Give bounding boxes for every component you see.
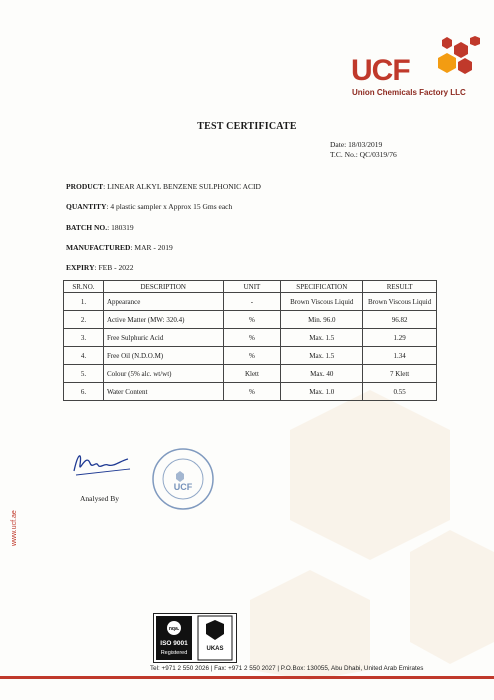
nqa-text: nqa.: [168, 626, 180, 632]
iso-text: ISO 9001: [160, 640, 188, 647]
cell-srno: 4.: [64, 347, 104, 365]
cell-specification: Max. 1.5: [281, 347, 363, 365]
header-description: DESCRIPTION: [103, 281, 223, 293]
cell-result: 0.55: [363, 383, 437, 401]
tc-label: T.C. No.:: [330, 150, 358, 159]
table-row: [64, 293, 437, 311]
cell-unit: %: [223, 383, 281, 401]
table-row: [64, 347, 437, 365]
background-hexagon-pattern: [250, 380, 494, 680]
manufactured-label: MANUFACTURED: [66, 243, 131, 252]
cell-srno: 3.: [64, 329, 104, 347]
tc-line: [330, 150, 397, 159]
date-line: [330, 140, 382, 149]
expiry-value: FEB - 2022: [98, 263, 134, 272]
cell-description: Appearance: [103, 293, 223, 311]
cell-specification: Min. 96.0: [281, 311, 363, 329]
table-row: [64, 311, 437, 329]
cell-unit: -: [223, 293, 281, 311]
date-value: 18/03/2019: [348, 140, 383, 149]
cell-result: 96.82: [363, 311, 437, 329]
cell-specification: Max. 1.0: [281, 383, 363, 401]
cell-unit: %: [223, 329, 281, 347]
cell-srno: 5.: [64, 365, 104, 383]
logo-wordmark: UCF: [351, 54, 410, 87]
cell-result: Brown Viscous Liquid: [363, 293, 437, 311]
table-header-row: [64, 281, 437, 293]
product-label: PRODUCT: [66, 182, 104, 191]
quantity-line: QUANTITY: 4 plastic sampler x Approx 15 Gms each: [66, 202, 233, 211]
manufactured-line: MANUFACTURED: MAR - 2019: [66, 243, 173, 252]
company-stamp: [150, 446, 216, 512]
cell-description: Active Matter (MW: 320.4): [103, 311, 223, 329]
manufactured-value: MAR - 2019: [134, 243, 173, 252]
cell-specification: Brown Viscous Liquid: [281, 293, 363, 311]
batch-line: BATCH NO.: 180319: [66, 223, 134, 232]
cell-srno: 2.: [64, 311, 104, 329]
product-value: LINEAR ALKYL BENZENE SULPHONIC ACID: [107, 182, 261, 191]
stamp-center-text: UCF: [173, 482, 193, 492]
quantity-label: QUANTITY: [66, 202, 107, 211]
cell-unit: %: [223, 347, 281, 365]
batch-label: BATCH NO.: [66, 223, 108, 232]
date-label: Date:: [330, 140, 347, 149]
tc-value: QC/0319/76: [359, 150, 397, 159]
iso-certification-badge: [153, 613, 237, 663]
header-unit: UNIT: [223, 281, 281, 293]
cell-unit: Klett: [223, 365, 281, 383]
analysed-by-label: Analysed By: [80, 494, 119, 503]
table-row: [64, 383, 437, 401]
cell-result: 1.29: [363, 329, 437, 347]
footer-bar: [0, 676, 494, 679]
website-url: www.ucf.ae: [11, 510, 18, 546]
certification-graphic: [154, 614, 236, 662]
header-srno: SR.NO.: [64, 281, 104, 293]
analyst-signature: [66, 443, 136, 483]
batch-value: 180319: [111, 223, 134, 232]
footer-contact: Tel: +971 2 550 2026 | Fax: +971 2 550 2027 | P.O.Box: 130055, Abu Dhabi, United Arab Emirates: [150, 665, 424, 672]
header-result: RESULT: [363, 281, 437, 293]
results-table: [63, 280, 437, 401]
company-name: Union Chemicals Factory LLC: [352, 88, 466, 97]
quantity-value: 4 plastic sampler x Approx 15 Gms each: [110, 202, 233, 211]
cell-srno: 1.: [64, 293, 104, 311]
expiry-line: EXPIRY: FEB - 2022: [66, 263, 134, 272]
table-row: [64, 365, 437, 383]
product-line: PRODUCT: LINEAR ALKYL BENZENE SULPHONIC ACID: [66, 182, 261, 191]
cell-specification: Max. 40: [281, 365, 363, 383]
table-row: [64, 329, 437, 347]
cell-description: Free Sulphuric Acid: [103, 329, 223, 347]
cell-description: Water Content: [103, 383, 223, 401]
cell-description: Free Oil (N.D.O.M): [103, 347, 223, 365]
cell-unit: %: [223, 311, 281, 329]
cell-description: Colour (5% alc. wt/wt): [103, 365, 223, 383]
cell-result: 7 Klett: [363, 365, 437, 383]
page-title: TEST CERTIFICATE: [197, 121, 297, 132]
header-specification: SPECIFICATION: [281, 281, 363, 293]
expiry-label: EXPIRY: [66, 263, 95, 272]
registered-text: Registered: [160, 650, 188, 656]
cell-result: 1.34: [363, 347, 437, 365]
cell-specification: Max. 1.5: [281, 329, 363, 347]
ukas-text: UKAS: [206, 646, 224, 652]
cell-srno: 6.: [64, 383, 104, 401]
